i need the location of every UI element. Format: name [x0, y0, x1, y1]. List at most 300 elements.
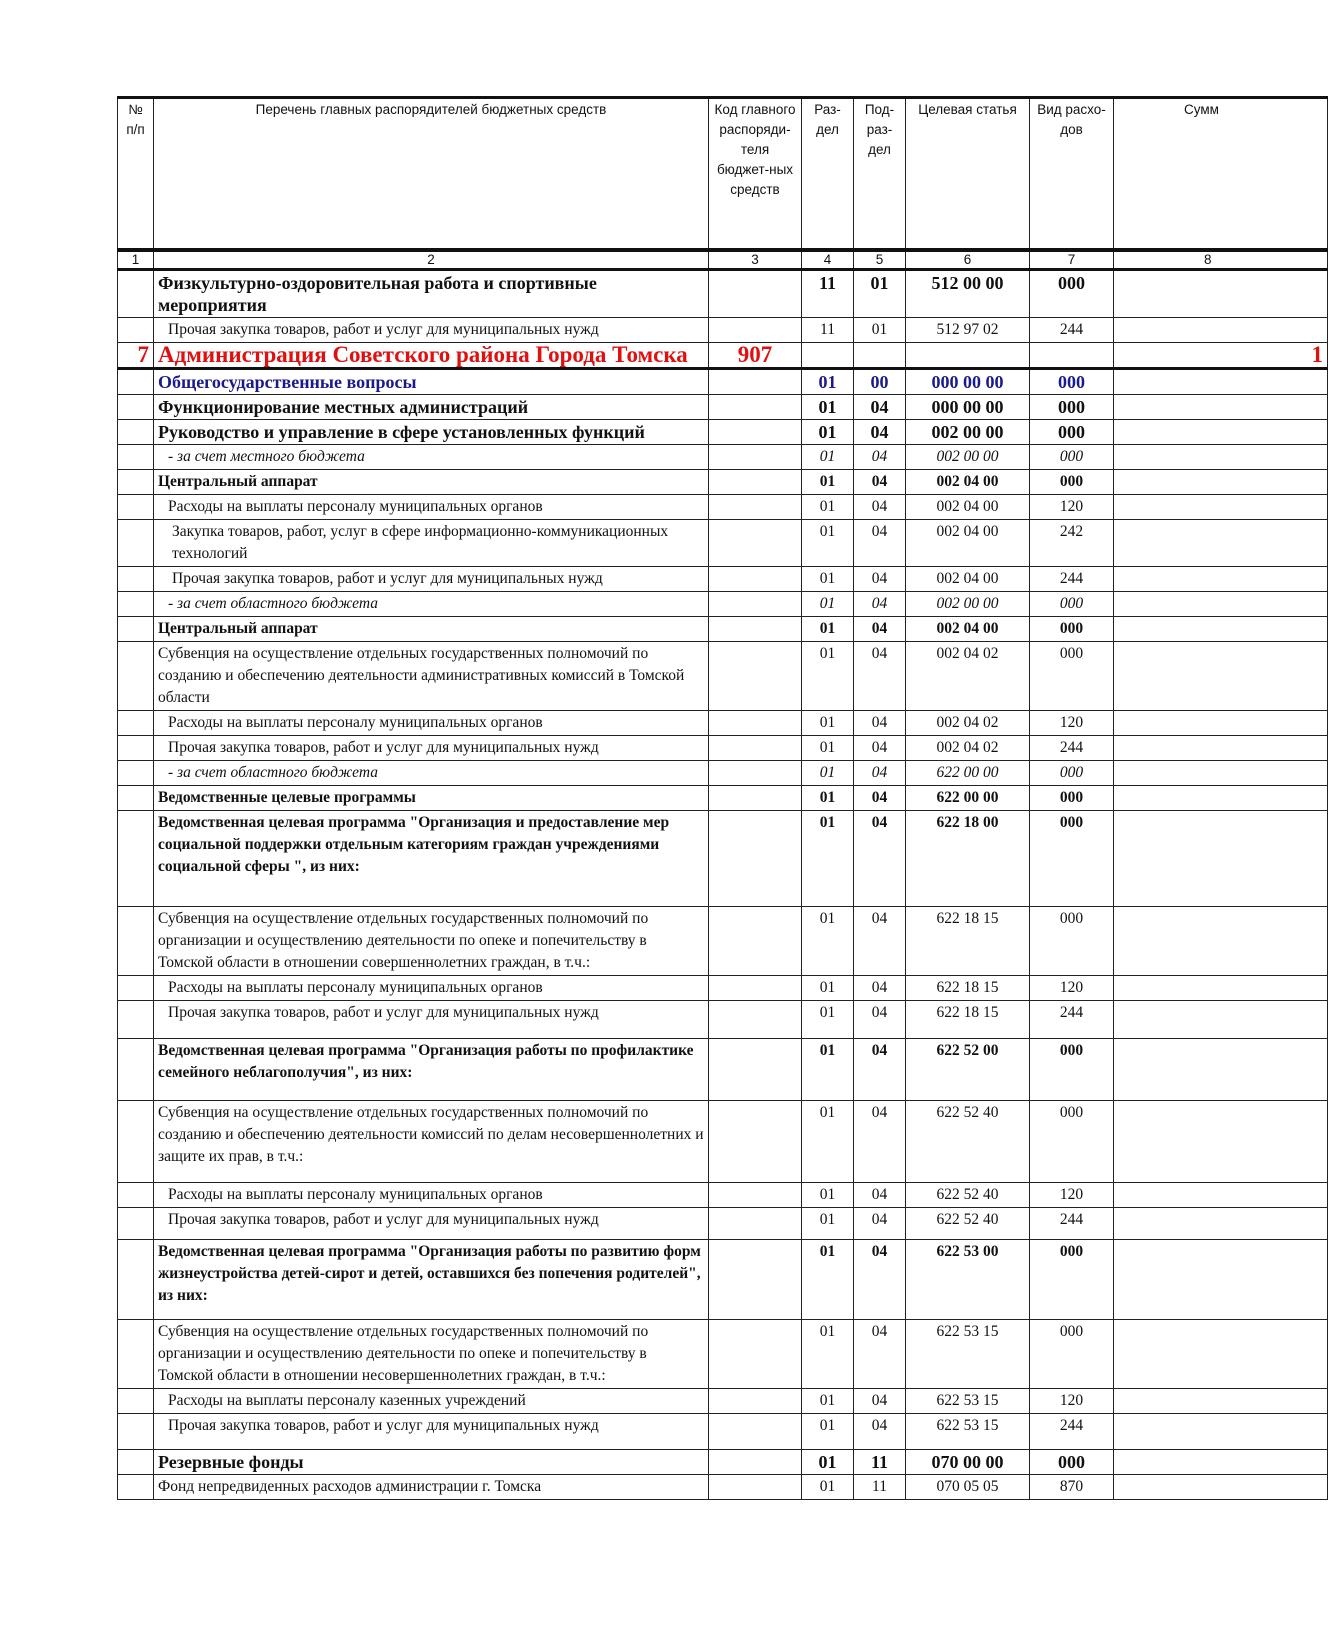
row-podrazdel: 04	[854, 975, 906, 1000]
row-razdel: 01	[802, 760, 854, 785]
table-row	[118, 1413, 1328, 1449]
row-razdel: 01	[802, 519, 854, 566]
row-podrazdel: 04	[854, 735, 906, 760]
colnum: 2	[154, 250, 709, 270]
row-statya: 622 53 15	[906, 1413, 1030, 1449]
row-num	[118, 494, 154, 519]
row-code	[709, 317, 802, 342]
row-statya: 622 18 00	[906, 810, 1030, 906]
row-podrazdel: 04	[854, 1100, 906, 1182]
row-code	[709, 368, 802, 394]
row-razdel: 01	[802, 1038, 854, 1100]
table-row	[118, 710, 1328, 735]
row-podrazdel: 11	[854, 1449, 906, 1474]
table-header-row	[118, 98, 1328, 250]
row-num	[118, 1182, 154, 1207]
row-statya: 002 04 02	[906, 710, 1030, 735]
row-podrazdel: 04	[854, 785, 906, 810]
row-code	[709, 419, 802, 444]
row-num	[118, 1449, 154, 1474]
row-code	[709, 810, 802, 906]
table-row	[118, 444, 1328, 469]
row-razdel: 01	[802, 1000, 854, 1038]
row-statya: 512 00 00	[906, 269, 1030, 317]
row-sum: 1	[1114, 342, 1328, 368]
row-num	[118, 1474, 154, 1499]
row-razdel: 01	[802, 419, 854, 444]
row-name: Закупка товаров, работ, услуг в сфере информационно-коммуникационных технологий	[154, 519, 709, 566]
row-statya: 622 53 15	[906, 1319, 1030, 1388]
row-podrazdel: 04	[854, 641, 906, 710]
row-podrazdel: 00	[854, 368, 906, 394]
row-statya: 622 00 00	[906, 760, 1030, 785]
row-podrazdel: 04	[854, 1000, 906, 1038]
row-code	[709, 1239, 802, 1319]
row-sum	[1114, 1038, 1328, 1100]
row-vid: 000	[1030, 810, 1114, 906]
row-razdel: 01	[802, 494, 854, 519]
row-sum	[1114, 906, 1328, 975]
row-code	[709, 494, 802, 519]
row-code	[709, 1038, 802, 1100]
row-code	[709, 469, 802, 494]
row-num	[118, 368, 154, 394]
table-row	[118, 342, 1328, 368]
row-num	[118, 760, 154, 785]
colnum: 7	[1030, 250, 1114, 270]
row-sum	[1114, 494, 1328, 519]
row-statya: 000 00 00	[906, 394, 1030, 419]
row-sum	[1114, 1319, 1328, 1388]
row-vid: 000	[1030, 591, 1114, 616]
row-sum	[1114, 785, 1328, 810]
row-num	[118, 566, 154, 591]
row-podrazdel: 04	[854, 469, 906, 494]
row-name: - за счет местного бюджета	[154, 444, 709, 469]
row-code	[709, 1000, 802, 1038]
row-name: Физкультурно-оздоровительная работа и спортивные мероприятия	[154, 269, 709, 317]
row-code	[709, 566, 802, 591]
row-num	[118, 641, 154, 710]
row-podrazdel: 04	[854, 1239, 906, 1319]
row-name: Ведомственные целевые программы	[154, 785, 709, 810]
row-num	[118, 975, 154, 1000]
row-sum	[1114, 1449, 1328, 1474]
row-code	[709, 394, 802, 419]
row-name: Расходы на выплаты персоналу муниципальных органов	[154, 975, 709, 1000]
row-num	[118, 785, 154, 810]
row-podrazdel: 04	[854, 1182, 906, 1207]
row-sum	[1114, 1239, 1328, 1319]
row-sum	[1114, 1388, 1328, 1413]
row-name: Прочая закупка товаров, работ и услуг для муниципальных нужд	[154, 1000, 709, 1038]
row-num	[118, 1038, 154, 1100]
table-row	[118, 419, 1328, 444]
row-sum	[1114, 641, 1328, 710]
row-razdel: 01	[802, 810, 854, 906]
row-vid: 000	[1030, 394, 1114, 419]
row-name: Прочая закупка товаров, работ и услуг для муниципальных нужд	[154, 735, 709, 760]
row-statya: 002 04 00	[906, 616, 1030, 641]
row-razdel: 11	[802, 269, 854, 317]
row-sum	[1114, 368, 1328, 394]
column-number-row	[118, 250, 1328, 270]
row-razdel: 01	[802, 368, 854, 394]
row-podrazdel: 04	[854, 494, 906, 519]
row-statya: 070 00 00	[906, 1449, 1030, 1474]
row-name: Расходы на выплаты персоналу муниципальных органов	[154, 1182, 709, 1207]
row-vid: 120	[1030, 1388, 1114, 1413]
row-podrazdel: 04	[854, 519, 906, 566]
row-podrazdel: 04	[854, 760, 906, 785]
row-vid: 000	[1030, 444, 1114, 469]
row-sum	[1114, 1207, 1328, 1239]
row-sum	[1114, 444, 1328, 469]
row-razdel: 01	[802, 469, 854, 494]
row-statya: 622 52 00	[906, 1038, 1030, 1100]
row-code	[709, 1182, 802, 1207]
row-podrazdel: 04	[854, 906, 906, 975]
row-razdel: 01	[802, 1413, 854, 1449]
row-code	[709, 519, 802, 566]
header-target: Целевая статья	[906, 98, 1030, 250]
table-row	[118, 1207, 1328, 1239]
row-vid: 000	[1030, 1239, 1114, 1319]
row-razdel: 01	[802, 1388, 854, 1413]
row-vid: 000	[1030, 1100, 1114, 1182]
row-vid: 242	[1030, 519, 1114, 566]
row-razdel: 01	[802, 1239, 854, 1319]
table-row	[118, 1474, 1328, 1499]
table-row	[118, 1038, 1328, 1100]
row-statya: 002 04 02	[906, 641, 1030, 710]
table-row	[118, 519, 1328, 566]
row-razdel: 01	[802, 975, 854, 1000]
row-vid: 120	[1030, 494, 1114, 519]
row-vid: 000	[1030, 760, 1114, 785]
row-razdel: 01	[802, 641, 854, 710]
table-row	[118, 317, 1328, 342]
row-razdel: 01	[802, 1319, 854, 1388]
row-code	[709, 1100, 802, 1182]
row-code	[709, 269, 802, 317]
row-num	[118, 469, 154, 494]
row-sum	[1114, 1413, 1328, 1449]
row-statya: 070 05 05	[906, 1474, 1030, 1499]
table-row	[118, 641, 1328, 710]
row-sum	[1114, 519, 1328, 566]
row-num	[118, 519, 154, 566]
row-num	[118, 591, 154, 616]
row-name: Ведомственная целевая программа "Организация работы по развитию форм жизнеустройства детей-сирот и детей, оставшихся без попечения родителей", из них:	[154, 1239, 709, 1319]
table-row	[118, 368, 1328, 394]
table-row	[118, 394, 1328, 419]
colnum: 4	[802, 250, 854, 270]
row-vid: 870	[1030, 1474, 1114, 1499]
row-vid: 000	[1030, 785, 1114, 810]
row-razdel: 01	[802, 1207, 854, 1239]
row-sum	[1114, 616, 1328, 641]
table-row	[118, 735, 1328, 760]
row-num	[118, 710, 154, 735]
colnum: 1	[118, 250, 154, 270]
row-sum	[1114, 735, 1328, 760]
row-name: Субвенция на осуществление отдельных государственных полномочий по организации и осуществлению деятельности по опеке и попечительству в Томской области в отношении несовершеннолетних граждан, в т.ч.:	[154, 1319, 709, 1388]
row-vid: 000	[1030, 1319, 1114, 1388]
row-name: Прочая закупка товаров, работ и услуг для муниципальных нужд	[154, 317, 709, 342]
table-row	[118, 494, 1328, 519]
table-row	[118, 975, 1328, 1000]
row-code: 907	[709, 342, 802, 368]
header-code: Код главного распоряди-теля бюджет-ных средств	[709, 98, 802, 250]
table-row	[118, 760, 1328, 785]
row-statya: 002 04 00	[906, 519, 1030, 566]
row-statya: 622 52 40	[906, 1207, 1030, 1239]
row-sum	[1114, 419, 1328, 444]
row-vid: 244	[1030, 735, 1114, 760]
row-statya: 622 18 15	[906, 906, 1030, 975]
row-podrazdel: 04	[854, 1038, 906, 1100]
row-razdel: 01	[802, 444, 854, 469]
row-statya: 622 18 15	[906, 975, 1030, 1000]
row-razdel: 01	[802, 1100, 854, 1182]
row-razdel: 11	[802, 317, 854, 342]
row-statya: 002 04 00	[906, 566, 1030, 591]
row-statya: 622 52 40	[906, 1100, 1030, 1182]
table-row	[118, 1239, 1328, 1319]
row-statya: 002 04 00	[906, 469, 1030, 494]
row-name: Ведомственная целевая программа "Организация работы по профилактике семейного неблагополучия", из них:	[154, 1038, 709, 1100]
row-name: Администрация Советского района Города Томска	[154, 342, 709, 368]
row-sum	[1114, 1474, 1328, 1499]
row-podrazdel: 04	[854, 444, 906, 469]
header-section: Раз-дел	[802, 98, 854, 250]
row-sum	[1114, 269, 1328, 317]
row-vid: 120	[1030, 710, 1114, 735]
row-statya: 002 00 00	[906, 444, 1030, 469]
row-razdel: 01	[802, 785, 854, 810]
row-podrazdel: 01	[854, 269, 906, 317]
table-row	[118, 906, 1328, 975]
row-sum	[1114, 469, 1328, 494]
row-podrazdel: 04	[854, 616, 906, 641]
row-num	[118, 1239, 154, 1319]
header-subsection: Под-раз-дел	[854, 98, 906, 250]
row-name: Расходы на выплаты персоналу муниципальных органов	[154, 710, 709, 735]
row-statya: 002 00 00	[906, 591, 1030, 616]
row-code	[709, 1388, 802, 1413]
row-sum	[1114, 975, 1328, 1000]
row-vid: 244	[1030, 1000, 1114, 1038]
table-row	[118, 1000, 1328, 1038]
row-name: Прочая закупка товаров, работ и услуг для муниципальных нужд	[154, 566, 709, 591]
row-num	[118, 1413, 154, 1449]
row-name: Ведомственная целевая программа "Организация и предоставление мер социальной поддержки отдельным категориям граждан учреждениями социальной сферы ", из них:	[154, 810, 709, 906]
row-name: Центральный аппарат	[154, 469, 709, 494]
row-num	[118, 317, 154, 342]
colnum: 3	[709, 250, 802, 270]
row-razdel: 01	[802, 591, 854, 616]
row-razdel: 01	[802, 710, 854, 735]
row-num	[118, 735, 154, 760]
row-vid: 000	[1030, 368, 1114, 394]
row-name: Прочая закупка товаров, работ и услуг для муниципальных нужд	[154, 1207, 709, 1239]
row-razdel: 01	[802, 735, 854, 760]
header-num: № п/п	[118, 98, 154, 250]
row-name: Резервные фонды	[154, 1449, 709, 1474]
row-statya: 002 04 00	[906, 494, 1030, 519]
row-num	[118, 906, 154, 975]
row-name: Субвенция на осуществление отдельных государственных полномочий по созданию и обеспечению деятельности комиссий по делам несовершеннолетних и защите их прав, в т.ч.:	[154, 1100, 709, 1182]
row-podrazdel: 04	[854, 1388, 906, 1413]
row-sum	[1114, 566, 1328, 591]
row-num	[118, 394, 154, 419]
row-statya: 002 00 00	[906, 419, 1030, 444]
table-row	[118, 785, 1328, 810]
row-vid: 120	[1030, 1182, 1114, 1207]
row-sum	[1114, 1182, 1328, 1207]
row-vid: 000	[1030, 641, 1114, 710]
row-vid: 244	[1030, 1207, 1114, 1239]
row-statya: 622 52 40	[906, 1182, 1030, 1207]
row-vid: 000	[1030, 1449, 1114, 1474]
row-name: Руководство и управление в сфере установленных функций	[154, 419, 709, 444]
row-razdel: 01	[802, 616, 854, 641]
row-code	[709, 1319, 802, 1388]
row-name: Общегосударственные вопросы	[154, 368, 709, 394]
row-code	[709, 1474, 802, 1499]
budget-table	[117, 96, 1328, 1500]
row-podrazdel: 04	[854, 591, 906, 616]
table-row	[118, 269, 1328, 317]
row-sum	[1114, 710, 1328, 735]
row-vid: 244	[1030, 566, 1114, 591]
row-sum	[1114, 394, 1328, 419]
row-code	[709, 616, 802, 641]
row-podrazdel: 01	[854, 317, 906, 342]
row-vid: 000	[1030, 906, 1114, 975]
row-num	[118, 1319, 154, 1388]
row-code	[709, 975, 802, 1000]
row-num	[118, 1000, 154, 1038]
row-podrazdel: 11	[854, 1474, 906, 1499]
row-podrazdel	[854, 342, 906, 368]
row-podrazdel: 04	[854, 566, 906, 591]
header-sum: Сумм	[1114, 98, 1328, 250]
row-sum	[1114, 1000, 1328, 1038]
row-name: Субвенция на осуществление отдельных государственных полномочий по созданию и обеспечению деятельности административных комиссий в Томской области	[154, 641, 709, 710]
row-vid: 120	[1030, 975, 1114, 1000]
row-name: - за счет областного бюджета	[154, 591, 709, 616]
table-row	[118, 1449, 1328, 1474]
row-razdel: 01	[802, 906, 854, 975]
colnum: 5	[854, 250, 906, 270]
row-num	[118, 810, 154, 906]
row-podrazdel: 04	[854, 1319, 906, 1388]
row-num	[118, 616, 154, 641]
row-name: Субвенция на осуществление отдельных государственных полномочий по организации и осуществлению деятельности по опеке и попечительству в Томской области в отношении совершеннолетних граждан, в т.ч.:	[154, 906, 709, 975]
table-row	[118, 1388, 1328, 1413]
row-sum	[1114, 317, 1328, 342]
row-code	[709, 906, 802, 975]
row-name: Расходы на выплаты персоналу муниципальных органов	[154, 494, 709, 519]
row-podrazdel: 04	[854, 810, 906, 906]
row-razdel: 01	[802, 394, 854, 419]
row-sum	[1114, 760, 1328, 785]
row-code	[709, 1449, 802, 1474]
row-num	[118, 444, 154, 469]
row-vid: 000	[1030, 616, 1114, 641]
row-num	[118, 1100, 154, 1182]
row-num	[118, 419, 154, 444]
row-code	[709, 444, 802, 469]
row-statya: 622 53 00	[906, 1239, 1030, 1319]
row-podrazdel: 04	[854, 419, 906, 444]
row-razdel: 01	[802, 566, 854, 591]
row-vid: 244	[1030, 1413, 1114, 1449]
colnum: 6	[906, 250, 1030, 270]
row-name: Расходы на выплаты персоналу казенных учреждений	[154, 1388, 709, 1413]
row-name: - за счет областного бюджета	[154, 760, 709, 785]
row-vid: 000	[1030, 1038, 1114, 1100]
table-row	[118, 591, 1328, 616]
table-row	[118, 469, 1328, 494]
table-row	[118, 1182, 1328, 1207]
row-statya: 002 04 02	[906, 735, 1030, 760]
row-code	[709, 710, 802, 735]
row-vid: 244	[1030, 317, 1114, 342]
row-code	[709, 591, 802, 616]
row-razdel: 01	[802, 1182, 854, 1207]
row-podrazdel: 04	[854, 394, 906, 419]
table-row	[118, 616, 1328, 641]
row-vid: 000	[1030, 269, 1114, 317]
row-statya: 000 00 00	[906, 368, 1030, 394]
row-statya: 512 97 02	[906, 317, 1030, 342]
header-name: Перечень главных распорядителей бюджетных средств	[154, 98, 709, 250]
row-vid: 000	[1030, 469, 1114, 494]
header-exptype: Вид расхо-дов	[1030, 98, 1114, 250]
row-code	[709, 641, 802, 710]
row-name: Фонд непредвиденных расходов администрации г. Томска	[154, 1474, 709, 1499]
row-name: Прочая закупка товаров, работ и услуг для муниципальных нужд	[154, 1413, 709, 1449]
row-name: Функционирование местных администраций	[154, 394, 709, 419]
row-name: Центральный аппарат	[154, 616, 709, 641]
row-sum	[1114, 1100, 1328, 1182]
row-statya: 622 00 00	[906, 785, 1030, 810]
row-num: 7	[118, 342, 154, 368]
row-vid: 000	[1030, 419, 1114, 444]
table-row	[118, 1319, 1328, 1388]
row-vid	[1030, 342, 1114, 368]
row-razdel	[802, 342, 854, 368]
row-code	[709, 1207, 802, 1239]
row-razdel: 01	[802, 1449, 854, 1474]
row-num	[118, 1207, 154, 1239]
row-statya: 622 53 15	[906, 1388, 1030, 1413]
table-row	[118, 1100, 1328, 1182]
row-statya: 622 18 15	[906, 1000, 1030, 1038]
table-row	[118, 566, 1328, 591]
row-podrazdel: 04	[854, 1413, 906, 1449]
row-code	[709, 760, 802, 785]
row-sum	[1114, 591, 1328, 616]
colnum: 8	[1114, 250, 1328, 270]
row-code	[709, 1413, 802, 1449]
row-code	[709, 735, 802, 760]
row-num	[118, 269, 154, 317]
row-podrazdel: 04	[854, 710, 906, 735]
